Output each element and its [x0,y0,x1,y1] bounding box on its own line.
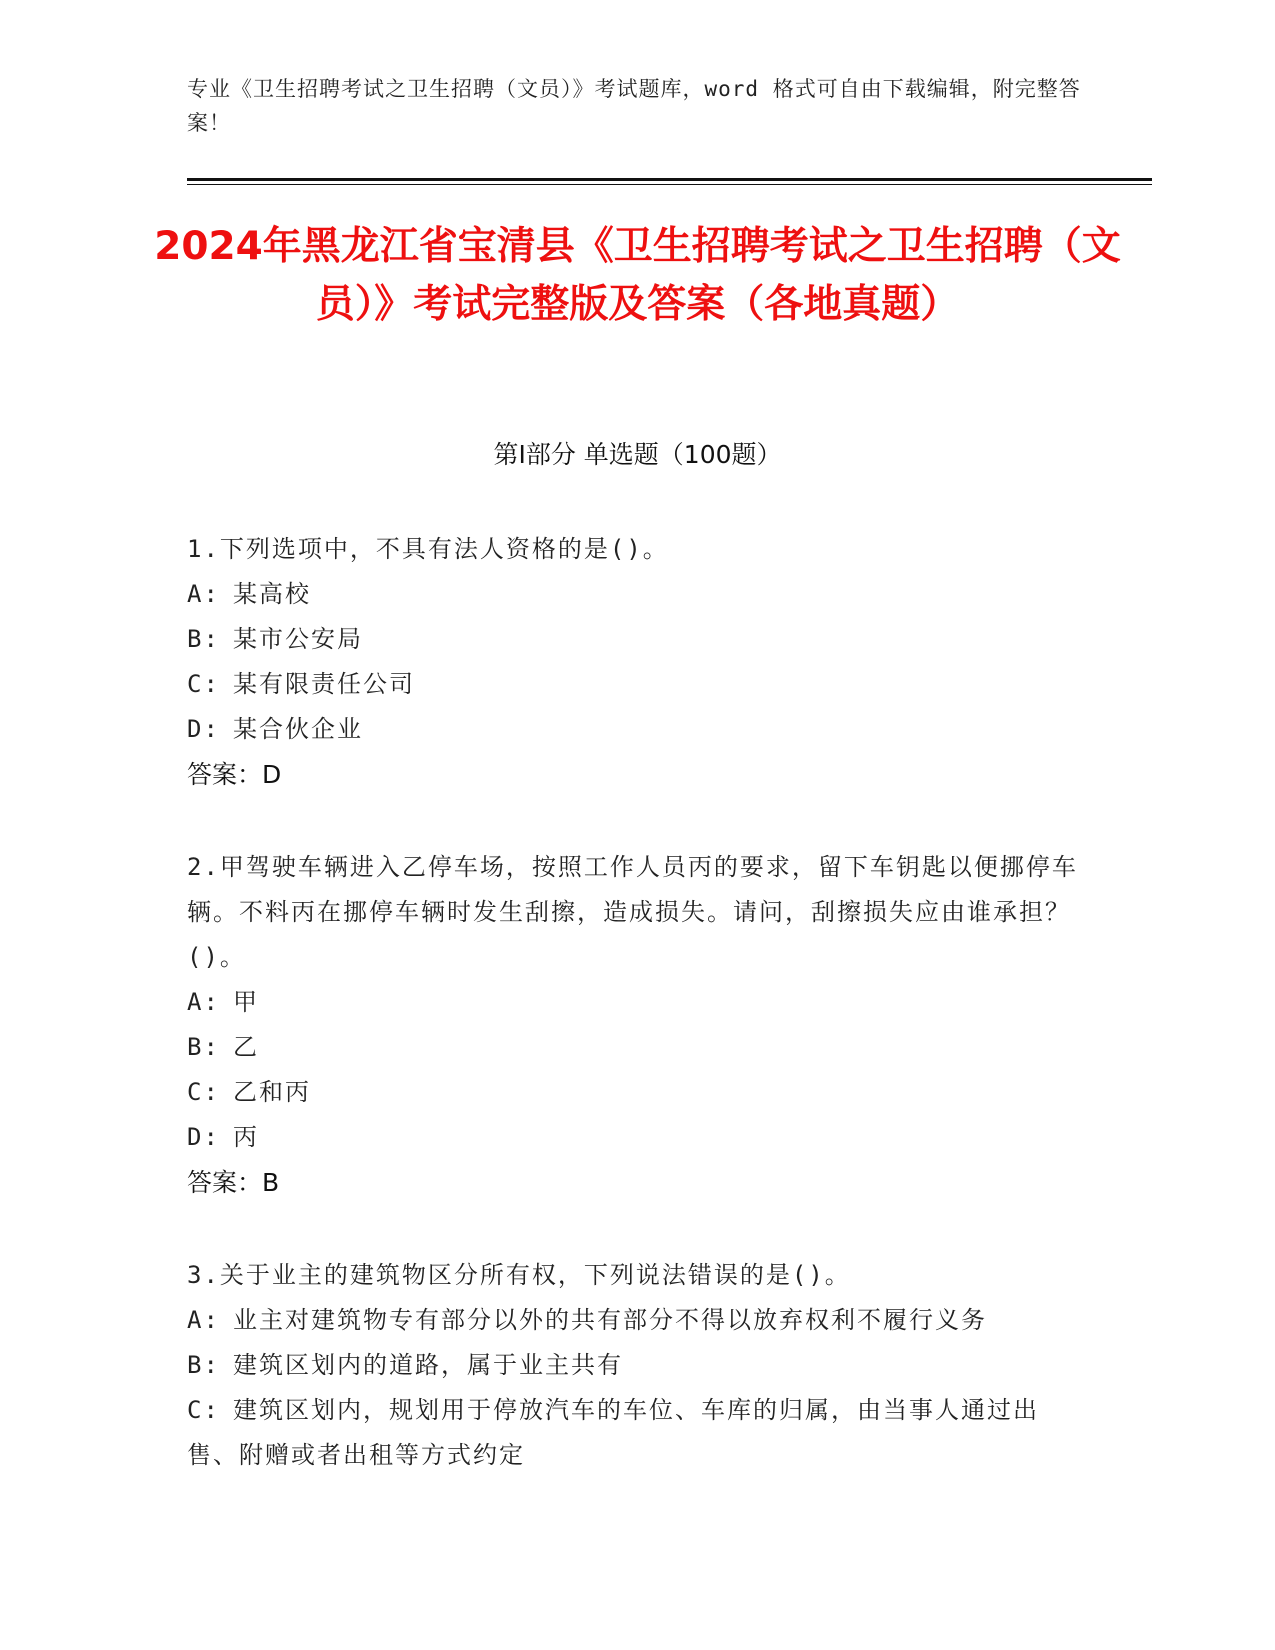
question-stem: 2.甲驾驶车辆进入乙停车场，按照工作人员丙的要求，留下车钥匙以便挪停车辆。不料丙在挪停车辆时发生刮擦，造成损失。请问，刮擦损失应由谁承担？()。 [187,853,1078,971]
option-letter: B: [187,1351,220,1379]
option-c [187,1388,1087,1478]
header-divider-thin [187,184,1152,185]
answer-line: 答案：B [187,1168,280,1197]
question-stem: 3.关于业主的建筑物区分所有权，下列说法错误的是()。 [187,1261,851,1289]
option-d [187,707,1087,752]
document-title: 2024年黑龙江省宝清县《卫生招聘考试之卫生招聘（文员）》考试完整版及答案（各地真题） [154,224,1121,327]
question-2 [187,845,1087,1205]
option-text: 乙和丙 [233,1078,311,1106]
option-letter: D: [187,715,220,743]
option-text: 乙 [233,1033,259,1061]
option-letter: B: [187,625,220,653]
option-text: 甲 [233,988,259,1016]
option-text: 业主对建筑物专有部分以外的共有部分不得以放弃权利不履行义务 [233,1306,987,1334]
option-c [187,662,1087,707]
option-letter: C: [187,1078,220,1106]
question-stem: 1.下列选项中，不具有法人资格的是()。 [187,535,669,563]
option-text: 某高校 [233,580,311,608]
option-letter: A: [187,988,220,1016]
option-letter: C: [187,670,220,698]
option-text: 建筑区划内，规划用于停放汽车的车位、车库的归属，由当事人通过出售、附赠或者出租等方式约定 [187,1396,1039,1469]
option-letter: A: [187,1306,220,1334]
option-b [187,617,1087,662]
option-text: 某有限责任公司 [233,670,415,698]
option-letter: A: [187,580,220,608]
question-list [187,527,1087,1526]
option-letter: C: [187,1396,220,1424]
option-c [187,1070,1087,1115]
option-letter: B: [187,1033,220,1061]
option-b [187,1025,1087,1070]
option-text: 建筑区划内的道路，属于业主共有 [233,1351,623,1379]
header-note: 专业《卫生招聘考试之卫生招聘（文员）》考试题库，word 格式可自由下载编辑，附完整答案！ [187,77,1081,135]
option-text: 某合伙企业 [233,715,363,743]
answer-line: 答案：D [187,760,282,789]
option-a [187,980,1087,1025]
question-3 [187,1253,1087,1478]
question-1 [187,527,1087,797]
option-text: 某市公安局 [233,625,363,653]
option-letter: D: [187,1123,220,1151]
option-b [187,1343,1087,1388]
option-a [187,1298,1087,1343]
option-d [187,1115,1087,1160]
option-text: 丙 [233,1123,259,1151]
option-a [187,572,1087,617]
section-heading: 第Ⅰ部分 单选题（100题） [493,440,782,469]
header-divider-thick [187,178,1152,181]
